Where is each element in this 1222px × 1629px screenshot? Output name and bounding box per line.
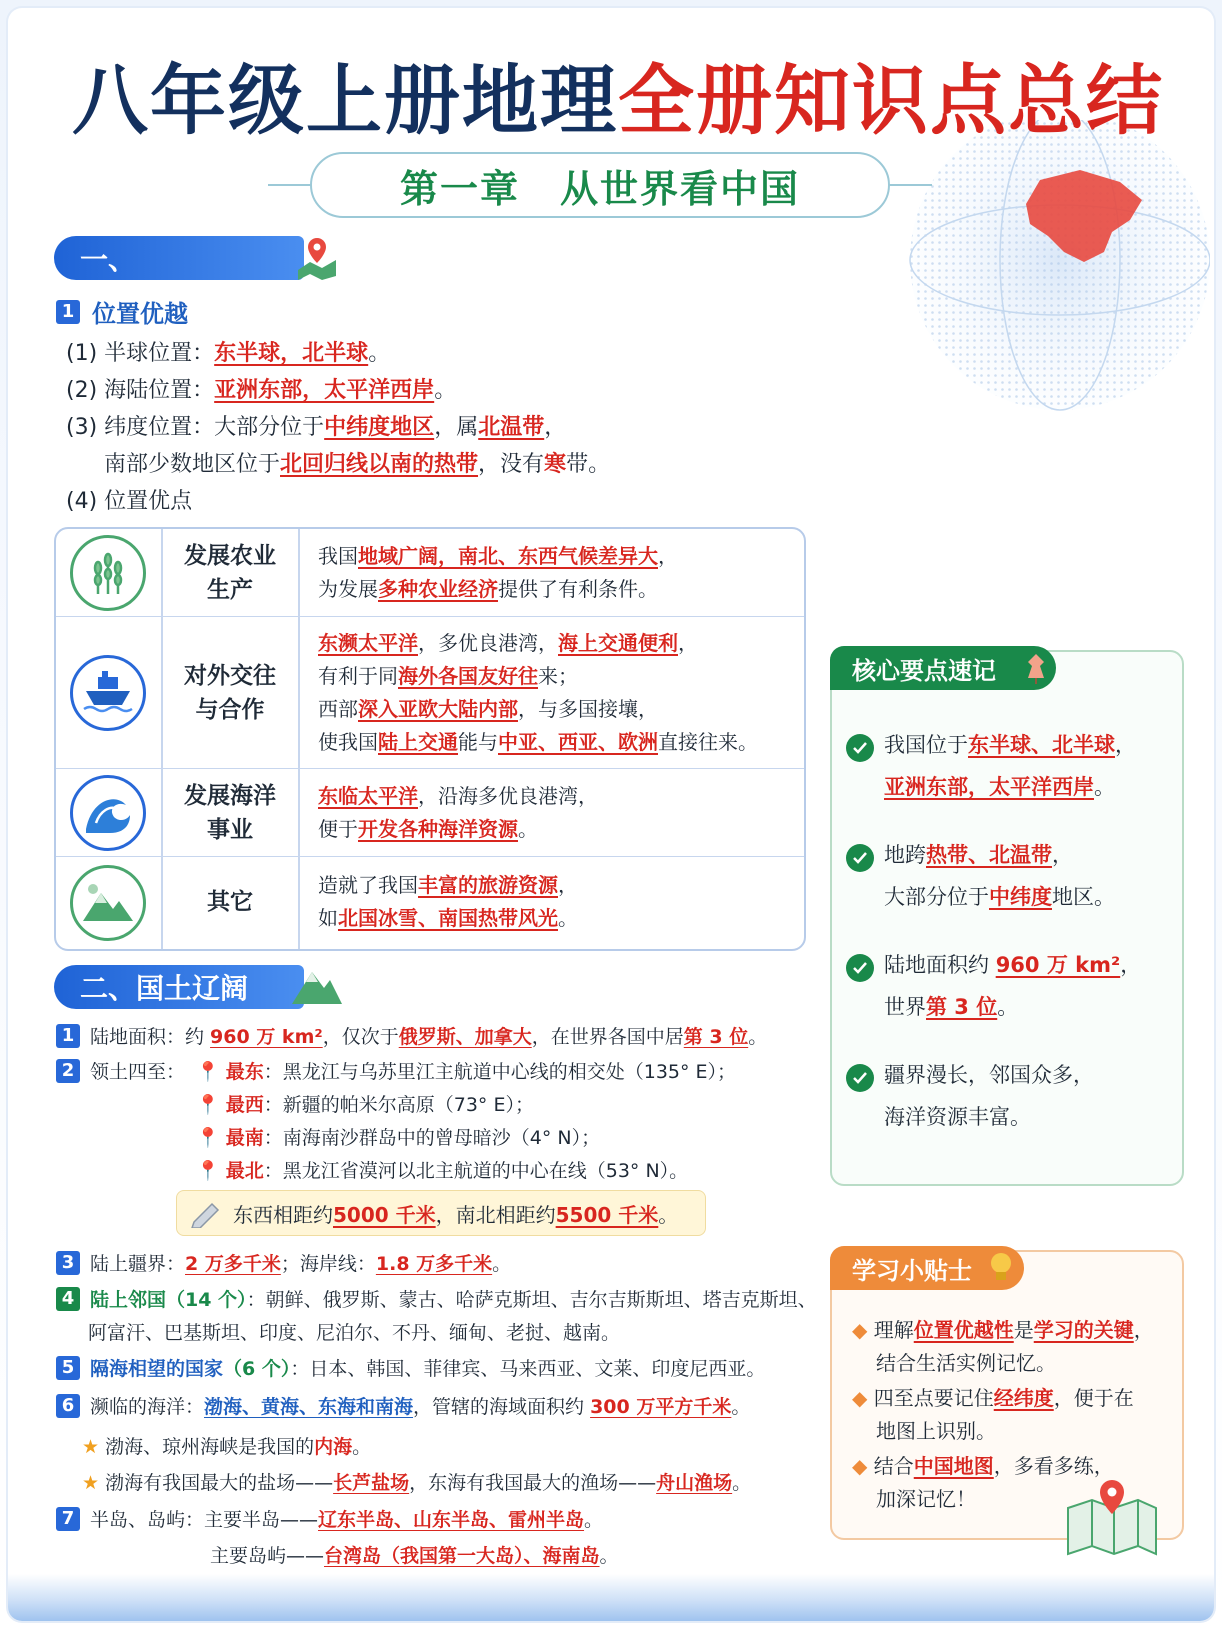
- bottom-wave-decor: [8, 1574, 1214, 1621]
- extreme-south: 📍 最南：南海南沙群岛中的曾母暗沙（4° N）；: [196, 1127, 601, 1149]
- tip-2: ◆ 四至点要记住经纬度，便于在 地图上识别。: [852, 1386, 1134, 1443]
- line-advantages: (4) 位置优点: [66, 489, 193, 514]
- check-icon: [846, 844, 874, 872]
- line-latitude-cont: 南部少数地区位于北回归线以南的热带，没有寒带。: [104, 452, 611, 477]
- pin-board-icon: [1018, 650, 1054, 686]
- globe-illustration: [880, 120, 1210, 450]
- pin-icon-north: 📍: [196, 1160, 220, 1182]
- mountain-icon: [70, 865, 146, 941]
- study-tips-tag: 学习小贴士: [830, 1246, 1024, 1290]
- table-row-foreign-relations: [56, 617, 804, 769]
- chapter-line-left: [268, 184, 312, 186]
- item-peninsulas: 7 半岛、岛屿：主要半岛——辽东半岛、山东半岛、雷州半岛。: [56, 1505, 603, 1532]
- pencil-icon: [190, 1198, 224, 1228]
- row-other-content: 造就了我国丰富的旅游资源， 如北国冰雪、南国热带风光。: [318, 873, 578, 930]
- title-part1: 八年级上册地理: [72, 56, 618, 145]
- page-title: [72, 40, 1164, 149]
- ship-icon: [70, 655, 146, 731]
- item-overseas: 5 隔海相望的国家（6 个）：日本、韩国、菲律宾、马来西亚、文莱、印度尼西亚。: [56, 1354, 765, 1381]
- distance-highlight: 东西相距约 5000 千米 ，南北相距约 5500 千米 。: [176, 1190, 706, 1236]
- table-row-other: [56, 857, 804, 949]
- map-icon: [1062, 1478, 1162, 1558]
- item-extremes: 2 领土四至：: [56, 1057, 185, 1084]
- sub1-number: 1: [56, 300, 80, 324]
- item-land-area: 1 陆地面积：约 960 万 km²，仅次于俄罗斯、加拿大，在世界各国中居第 3 位。: [56, 1022, 767, 1049]
- sub1-heading: [56, 294, 188, 329]
- chapter-title: 第一章 从世界看中国: [310, 152, 890, 218]
- tip-3: ◆ 结合中国地图，多看多练， 加深记忆！: [852, 1454, 1114, 1511]
- core-points-tag: 核心要点速记: [830, 646, 1056, 690]
- line-hemisphere: (1) 半球位置：东半球，北半球。: [66, 341, 391, 366]
- core-point-3: 陆地面积约 960 万 km²， 世界第 3 位。: [884, 953, 1142, 1019]
- sub1-title: 位置优越: [92, 300, 188, 328]
- item-seas: 6 濒临的海洋：渤海、黄海、东海和南海，管辖的海域面积约 300 万平方千米。: [56, 1392, 750, 1419]
- row-foreign-header: 对外交往 与合作: [184, 663, 276, 723]
- pin-icon-west: 📍: [196, 1094, 220, 1116]
- lightbulb-icon: [986, 1250, 1016, 1286]
- item-neighbors-cont: 阿富汗、巴基斯坦、印度、尼泊尔、不丹、缅甸、老挝、越南。: [88, 1322, 621, 1344]
- mountain-decor-icon: [290, 962, 344, 1006]
- pin-icon-east: 📍: [196, 1061, 220, 1083]
- advantages-table: [54, 527, 806, 951]
- pin-icon-south: 📍: [196, 1127, 220, 1149]
- star-icon: ★: [82, 1472, 100, 1494]
- core-points-box: [830, 650, 1184, 1186]
- core-point-4: 疆界漫长，邻国众多， 海洋资源丰富。: [884, 1063, 1094, 1129]
- check-icon: [846, 1064, 874, 1092]
- tip-1: ◆ 理解位置优越性是学习的关键， 结合生活实例记忆。: [852, 1318, 1154, 1375]
- chapter-line-right: [888, 184, 932, 186]
- star-icon: ★: [82, 1436, 100, 1458]
- check-icon: [846, 954, 874, 982]
- item-neighbors: 4 陆上邻国（14 个）：朝鲜、俄罗斯、蒙古、哈萨克斯坦、吉尔吉斯斯坦、塔吉克斯坦、: [56, 1285, 817, 1312]
- core-point-2: 地跨热带、北温带， 大部分位于中纬度地区。: [884, 843, 1115, 909]
- core-point-1: 我国位于东半球、北半球， 亚洲东部，太平洋西岸。: [884, 733, 1136, 799]
- row-ocean-content: 东临太平洋，沿海多优良港湾， 便于开发各种海洋资源。: [318, 784, 598, 841]
- check-icon: [846, 734, 874, 762]
- section2-banner: [54, 965, 304, 1009]
- item-borders: 3 陆上疆界：2 万多千米；海岸线：1.8 万多千米。: [56, 1249, 511, 1276]
- row-agriculture-header: 发展农业 生产: [184, 543, 276, 603]
- map-pin-icon: [292, 232, 342, 282]
- wave-icon: [70, 775, 146, 851]
- row-foreign-content: 东濒太平洋，多优良港湾，海上交通便利， 有利于同海外各国友好往来； 西部深入亚欧大陆内部，与多国接壤， 使我国陆上交通能与中亚、西亚、欧洲直接往来。: [318, 631, 758, 754]
- star-note-salt-fish: ★ 渤海有我国最大的盐场——长芦盐场，东海有我国最大的渔场——舟山渔场。: [82, 1472, 752, 1494]
- extreme-east: 📍 最东：黑龙江与乌苏里江主航道中心线的相交处（135° E）；: [196, 1061, 737, 1083]
- extreme-west: 📍 最西：新疆的帕米尔高原（73° E）；: [196, 1094, 534, 1116]
- section2-label: 二、国土辽阔: [80, 972, 249, 1005]
- line-land-sea: (2) 海陆位置：亚洲东部，太平洋西岸。: [66, 378, 457, 403]
- item-islands: 主要岛屿——台湾岛（我国第一大岛）、海南岛。: [210, 1545, 619, 1567]
- extreme-north: 📍 最北：黑龙江省漠河以北主航道的中心在线（53° N）。: [196, 1160, 689, 1182]
- title-part2: 全册知识点总结: [618, 56, 1164, 145]
- row-other-header: 其它: [207, 889, 253, 915]
- section1-label: 一、: [80, 243, 137, 276]
- row-ocean-header: 发展海洋 事业: [184, 783, 276, 843]
- section1-banner: [54, 236, 304, 280]
- table-row-agriculture: [56, 529, 804, 617]
- wheat-icon: [70, 535, 146, 611]
- line-latitude: (3) 纬度位置：大部分位于中纬度地区，属北温带，: [66, 415, 567, 440]
- row-agriculture-content: 我国地域广阔，南北、东西气候差异大， 为发展多种农业经济提供了有利条件。: [318, 544, 678, 601]
- table-row-ocean: [56, 769, 804, 857]
- star-note-inner-sea: ★ 渤海、琼州海峡是我国的内海。: [82, 1436, 372, 1458]
